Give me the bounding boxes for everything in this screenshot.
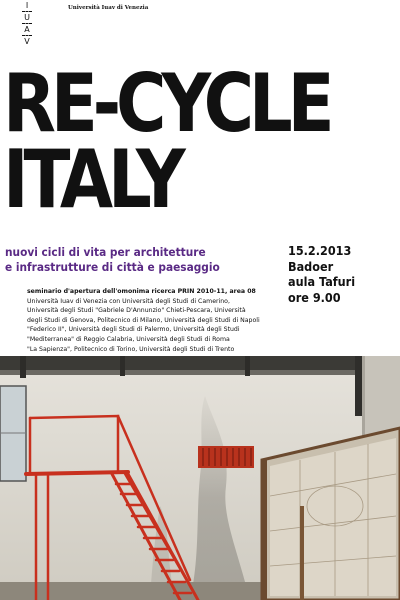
title-line-1: RE-CYCLE <box>3 57 330 150</box>
event-room: aula Tafuri <box>288 274 356 289</box>
poster-title <box>3 57 330 226</box>
iuav-logo <box>22 2 32 46</box>
logo-letter-v: V <box>24 37 30 46</box>
interior-photo <box>0 356 400 600</box>
logo-divider <box>22 10 32 14</box>
seminar-line: degli Studi di Genova, Politecnico di Milano, Università degli Studi di Napoli <box>27 316 260 324</box>
logo-divider <box>22 34 32 38</box>
seminar-line: "Mediterranea" di Reggio Calabria, Università degli Studi di Roma <box>27 335 230 343</box>
interior-photo-illustration <box>0 356 400 600</box>
subtitle-line-2: e infrastrutture di città e paesaggio <box>5 260 220 274</box>
seminar-line: "La Sapienza", Politecnico di Torino, Università degli Studi di Trento <box>27 345 235 353</box>
seminar-line: Università degli Studi "Gabriele D'Annunzio" Chieti-Pescara, Università <box>27 307 246 315</box>
event-date: 15.2.2013 <box>288 243 352 258</box>
logo-divider <box>22 22 32 26</box>
seminar-lead: seminario d'apertura dell'omonima ricerca PRIN 2010-11, area 08 <box>27 288 256 295</box>
seminar-description <box>27 287 289 354</box>
seminar-line: "Federico II", Università degli Studi di Palermo, Università degli Studi <box>27 326 240 334</box>
title-line-2: ITALY <box>3 133 181 226</box>
seminar-line: Università Iuav di Venezia con Università degli Studi di Camerino, <box>27 297 230 305</box>
event-place: Badoer <box>288 258 334 274</box>
poster-subtitle <box>5 245 220 275</box>
university-name: Università Iuav di Venezia <box>68 5 149 11</box>
event-info <box>288 243 355 305</box>
logo-letter-i: I <box>25 1 29 10</box>
subtitle-line-1: nuovi cicli di vita per architetture <box>5 245 206 259</box>
event-time: ore 9.00 <box>288 289 341 305</box>
logo-letter-a: A <box>24 25 30 34</box>
logo-letter-u: U <box>24 13 30 22</box>
